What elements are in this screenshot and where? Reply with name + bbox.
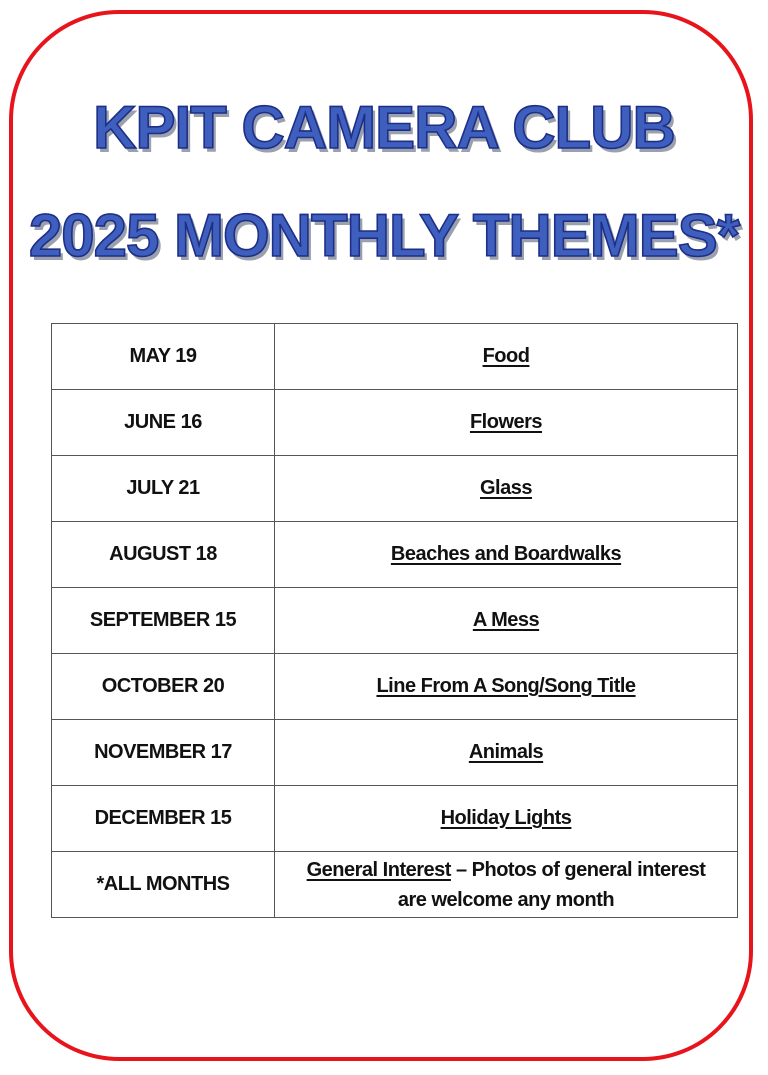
theme-cell <box>275 324 738 390</box>
theme-cell <box>275 390 738 456</box>
table-row <box>52 786 738 852</box>
table-row <box>52 654 738 720</box>
theme-name: Line From A Song/Song Title <box>376 675 636 697</box>
club-title: KPIT CAMERA CLUB <box>93 94 675 161</box>
table-row <box>52 720 738 786</box>
table-row <box>52 456 738 522</box>
table-row <box>52 390 738 456</box>
theme-cell <box>275 786 738 852</box>
table-row-all-months <box>52 852 738 918</box>
theme-name: Flowers <box>469 411 543 433</box>
all-months-theme-cell <box>275 852 738 918</box>
meeting-date: AUGUST 18 <box>52 522 275 588</box>
theme-cell <box>275 588 738 654</box>
table-row <box>52 588 738 654</box>
meeting-date: MAY 19 <box>52 324 275 390</box>
general-interest-note-part1: – Photos of general interest <box>450 858 706 881</box>
themes-title: 2025 MONTHLY THEMES* <box>28 202 740 269</box>
table-row <box>52 522 738 588</box>
theme-name: Holiday Lights <box>440 807 572 829</box>
themes-table <box>51 323 738 918</box>
theme-cell <box>275 522 738 588</box>
theme-name: Beaches and Boardwalks <box>390 543 622 565</box>
table-row <box>52 324 738 390</box>
meeting-date: NOVEMBER 17 <box>52 720 275 786</box>
meeting-date: JULY 21 <box>52 456 275 522</box>
all-months-label: *ALL MONTHS <box>52 852 275 918</box>
meeting-date: SEPTEMBER 15 <box>52 588 275 654</box>
meeting-date: DECEMBER 15 <box>52 786 275 852</box>
theme-name: Food <box>482 345 530 367</box>
meeting-date: OCTOBER 20 <box>52 654 275 720</box>
theme-name: Glass <box>480 477 532 499</box>
meeting-date: JUNE 16 <box>52 390 275 456</box>
theme-cell <box>275 456 738 522</box>
theme-cell <box>275 720 738 786</box>
theme-cell <box>275 654 738 720</box>
general-interest-note-part2: are welcome any month <box>397 888 615 911</box>
theme-name: Animals <box>468 741 544 763</box>
general-interest-theme: General Interest <box>306 858 451 881</box>
theme-name: A Mess <box>472 609 540 631</box>
